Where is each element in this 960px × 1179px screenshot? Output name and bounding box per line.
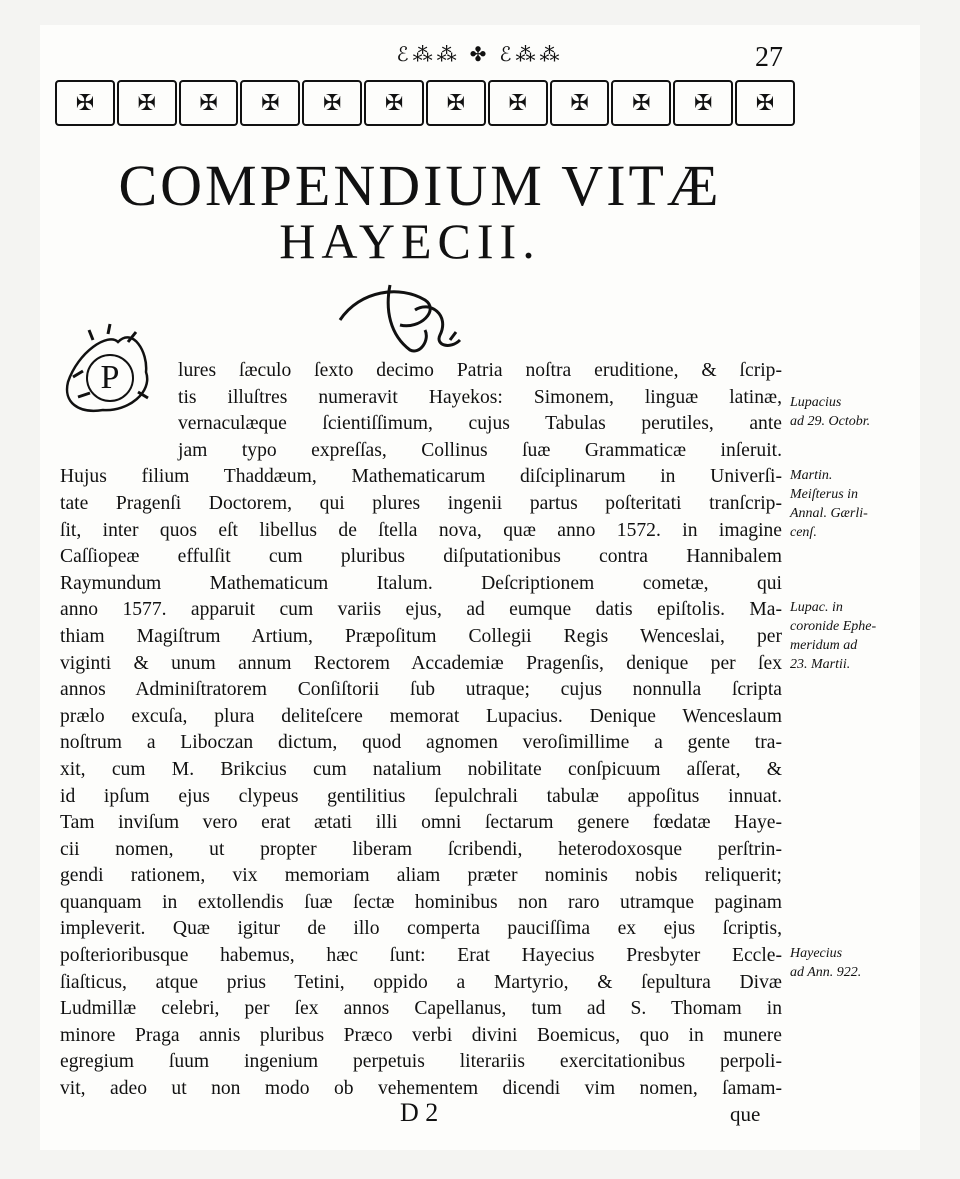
text-line: vernaculæque ſcientiſſimum, cujus Tabulas perutiles, ante — [178, 413, 782, 435]
margin-note — [790, 598, 908, 674]
text-line: prælo excuſa, plura deliteſcere memorat Lupacius. Denique Wenceslaum — [60, 705, 782, 727]
text-line: gendi rationem, vix memoriam aliam præter nominis nobis reliquerit; — [60, 865, 782, 887]
page-number: 27 — [755, 42, 783, 73]
cross-ornament-icon: ✠ — [199, 90, 218, 115]
cross-ornament-icon: ✠ — [261, 90, 280, 115]
drop-cap-letter: P — [86, 354, 134, 402]
margin-note — [790, 466, 908, 542]
margin-note-line: cenſ. — [790, 525, 817, 540]
text-line: quanquam in extollendis ſuæ ſectæ hominibus non raro utramque paginam — [60, 891, 782, 913]
text-line: ſiaſticus, atque prius Tetini, oppido a Martyrio, & ſepultura Divæ — [60, 971, 782, 993]
text-line: Raymundum Mathematicum Italum. Deſcriptionem cometæ, qui — [60, 572, 782, 594]
text-line: annos Adminiſtratorem Conſiſtorii ſub utraque; cujus nonnulla ſcripta — [60, 679, 782, 701]
text-line: tate Pragenſi Doctorem, qui plures ingenii partus poſteritati tranſcrip- — [60, 492, 782, 514]
cross-ornament-icon: ✠ — [693, 90, 713, 115]
text-line: xit, cum M. Brikcius cum natalium nobilitate conſpicuum aſſerat, & — [60, 758, 782, 780]
text-line: id ipſum ejus clypeus gentilitius ſepulchrali tabulæ appoſitus innuat. — [60, 785, 782, 807]
text-line: viginti & unum annum Rectorem Accademiæ Pragenſis, denique per ſex — [60, 652, 782, 674]
text-line: ſit, inter quos eſt libellus de ſtella nova, quæ anno 1572. in imagine — [60, 519, 782, 541]
text-line: Caſſiopeæ effulſit cum pluribus diſputationibus contra Hannibalem — [60, 546, 782, 568]
handwritten-signature — [330, 280, 480, 360]
border-ornament-cell — [364, 80, 424, 126]
text-line: jam typo expreſſas, Collinus ſuæ Grammaticæ inſeruit. — [178, 439, 782, 461]
text-line: vit, adeo ut non modo ob vehementem dicendi vim nomen, ſamam- — [60, 1078, 782, 1100]
border-ornament-cell — [550, 80, 610, 126]
header-ornament: ℰ⁂⁂ ✤ ℰ⁂⁂ — [396, 44, 564, 66]
margin-note-line: meridum ad — [790, 638, 858, 653]
page-subtitle: HAYECII. — [279, 213, 541, 269]
cross-ornament-icon: ✠ — [384, 90, 404, 115]
text-line: Ludmillæ celebri, per ſex annos Capellanus, tum ad S. Thomam in — [60, 998, 782, 1020]
border-ornament-cell — [735, 80, 795, 126]
margin-note-line: Meiſterus in — [790, 487, 859, 502]
margin-note-line: Annal. Gærli- — [790, 506, 868, 521]
border-ornament-cell — [673, 80, 733, 126]
text-line: noſtrum a Liboczan dictum, quod agnomen veroſimillime a gente tra- — [60, 732, 782, 754]
border-ornament-cell — [179, 80, 239, 126]
text-line: poſterioribusque habemus, hæc ſunt: Erat Hayecius Presbyter Eccle- — [60, 945, 782, 967]
cross-ornament-icon: ✠ — [508, 90, 527, 115]
body-text — [60, 358, 782, 1103]
border-ornament-cell — [55, 80, 115, 126]
margin-note-line: ad Ann. 922. — [790, 965, 862, 980]
text-line: cii nomen, ut propter liberam ſcribendi, heterodoxosque perſtrin- — [60, 838, 782, 860]
ornamental-border — [55, 80, 795, 126]
text-line: Hujus filium Thaddæum, Mathematicarum diſciplinarum in Univerſi- — [60, 466, 782, 488]
cross-ornament-icon: ✠ — [323, 90, 342, 115]
signature-mark: D 2 — [400, 1098, 439, 1127]
cross-ornament-icon: ✠ — [446, 90, 466, 115]
catchword: que — [730, 1102, 761, 1126]
cross-ornament-icon: ✠ — [75, 90, 95, 115]
text-line: lures ſæculo ſexto decimo Patria noſtra eruditione, & ſcrip- — [178, 360, 782, 381]
border-ornament-cell — [302, 80, 362, 126]
text-line: anno 1577. apparuit cum variis ejus, ad eumque datis epiſtolis. Ma- — [60, 599, 782, 621]
margin-note-line: Hayecius — [790, 946, 843, 961]
border-ornament-cell — [240, 80, 300, 126]
cross-ornament-icon: ✠ — [632, 90, 651, 115]
cross-ornament-icon: ✠ — [137, 90, 156, 115]
border-ornament-cell — [117, 80, 177, 126]
margin-note — [790, 393, 908, 431]
page-title: COMPENDIUM VITÆ — [118, 153, 722, 218]
margin-note-line: 23. Martii. — [790, 657, 851, 672]
margin-note-line: coronide Ephe- — [790, 619, 877, 634]
cross-ornament-icon: ✠ — [755, 90, 775, 115]
cross-ornament-icon: ✠ — [570, 90, 589, 115]
text-line: thiam Magiſtrum Artium, Præpoſitum Collegii Regis Wenceslai, per — [60, 625, 782, 647]
margin-note-line: Lupacius — [790, 395, 842, 410]
text-line: impleverit. Quæ igitur de illo comperta pauciſſima ex ejus ſcriptis, — [60, 918, 782, 940]
text-line: minore Praga annis pluribus Præco verbi divini Boemicus, quo in munere — [60, 1024, 782, 1046]
text-line: egregium ſuum ingenium perpetuis literariis exercitationibus perpoli- — [60, 1051, 782, 1073]
margin-note — [790, 944, 908, 982]
border-ornament-cell — [488, 80, 548, 126]
text-line: tis illuſtres numeravit Hayekos: Simonem, linguæ latinæ, — [178, 386, 782, 408]
margin-note-line: ad 29. Octobr. — [790, 414, 871, 429]
border-ornament-cell — [611, 80, 671, 126]
margin-note-line: Lupac. in — [790, 600, 843, 615]
border-ornament-cell — [426, 80, 486, 126]
margin-note-line: Martin. — [790, 468, 833, 483]
text-line: Tam inviſum vero erat ætati illi omni ſectarum genere fœdatæ Haye- — [60, 812, 782, 834]
